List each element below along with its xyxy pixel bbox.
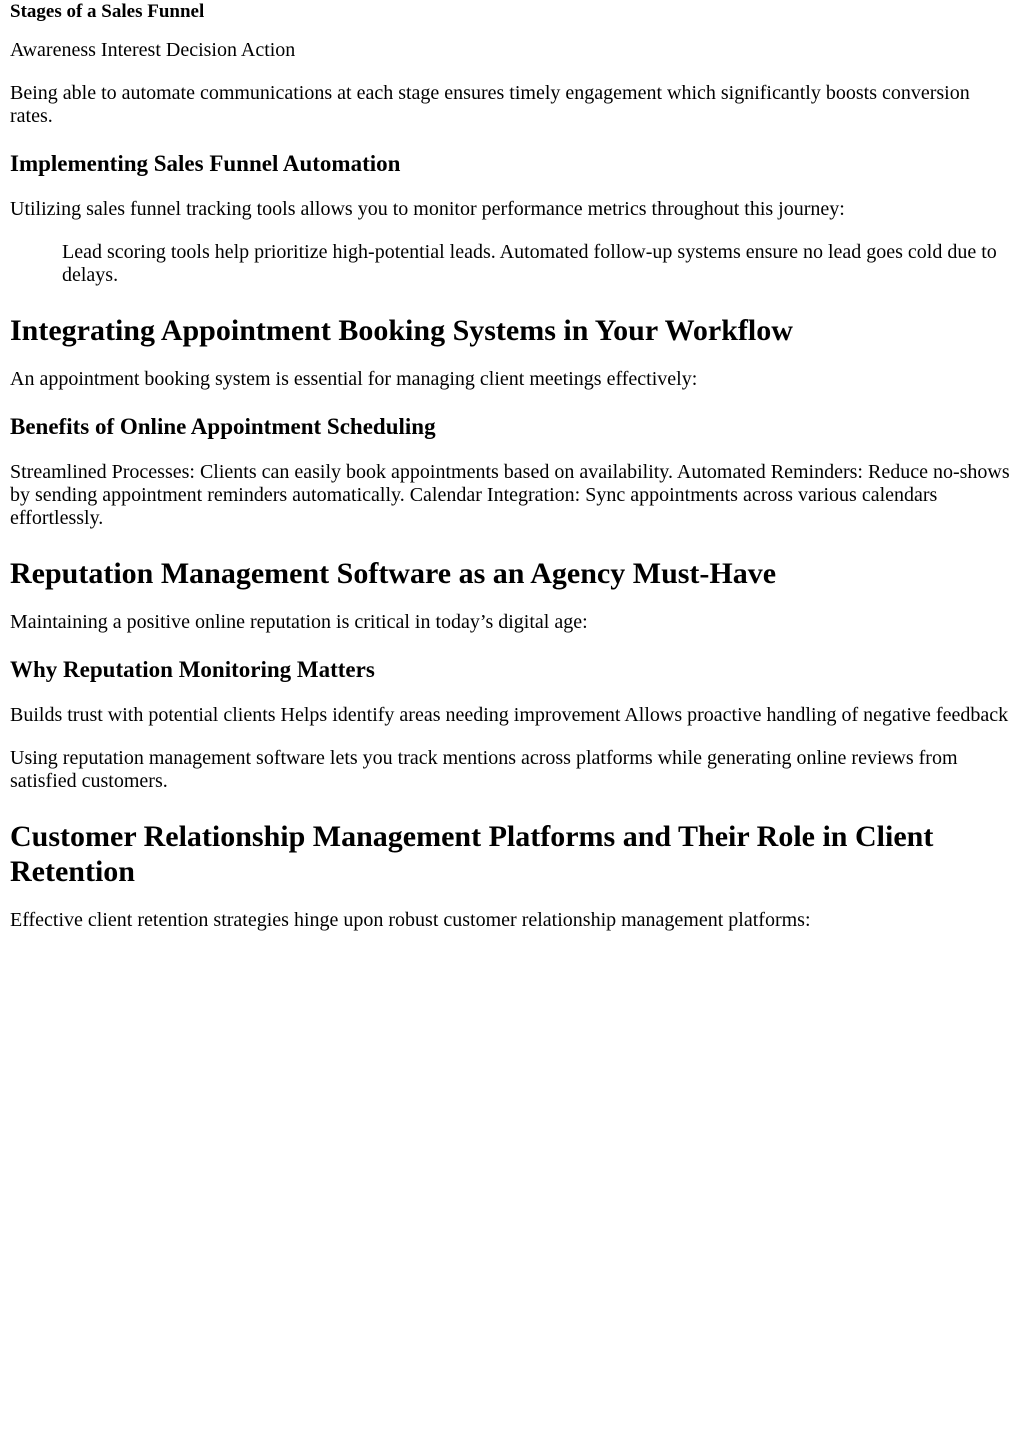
implementing-paragraph: Utilizing sales funnel tracking tools allows you to monitor performance metrics throughout this journey: bbox=[10, 198, 845, 220]
appointment-paragraph: An appointment booking system is essential for managing client meetings effectively: bbox=[10, 368, 698, 390]
implementing-quote: Lead scoring tools help prioritize high-potential leads. Automated follow-up systems ensure no lead goes cold due to delays. bbox=[62, 241, 997, 286]
stages-heading: Stages of a Sales Funnel bbox=[10, 1, 205, 22]
reputation-heading: Reputation Management Software as an Agency Must-Have bbox=[10, 557, 777, 590]
reputation-paragraph: Maintaining a positive online reputation is critical in today’s digital age: bbox=[10, 611, 588, 633]
implementing-heading: Implementing Sales Funnel Automation bbox=[10, 151, 401, 176]
why-reputation-heading: Why Reputation Monitoring Matters bbox=[10, 657, 375, 682]
stages-paragraph: Being able to automate communications at each stage ensures timely engagement which significantly boosts conversion rates. bbox=[10, 82, 970, 127]
stages-list: Awareness Interest Decision Action bbox=[10, 39, 296, 61]
appointment-heading: Integrating Appointment Booking Systems in Your Workflow bbox=[10, 314, 793, 347]
why-reputation-paragraph: Builds trust with potential clients Helps identify areas needing improvement Allows proactive handling of negative feedback bbox=[10, 704, 1009, 726]
document-body bbox=[10, 0, 1014, 932]
benefits-heading: Benefits of Online Appointment Scheduling bbox=[10, 414, 436, 439]
benefits-paragraph: Streamlined Processes: Clients can easily book appointments based on availability. Automated Reminders: Reduce no-shows by sending appointment reminders automatically. Calendar Integration: Sync appointments across various calendars effortlessly. bbox=[10, 461, 1010, 529]
crm-paragraph: Effective client retention strategies hinge upon robust customer relationship management platforms: bbox=[10, 909, 811, 931]
using-reputation-paragraph: Using reputation management software lets you track mentions across platforms while generating online reviews from satisfied customers. bbox=[10, 747, 958, 792]
crm-heading: Customer Relationship Management Platforms and Their Role in Client Retention bbox=[10, 820, 934, 888]
